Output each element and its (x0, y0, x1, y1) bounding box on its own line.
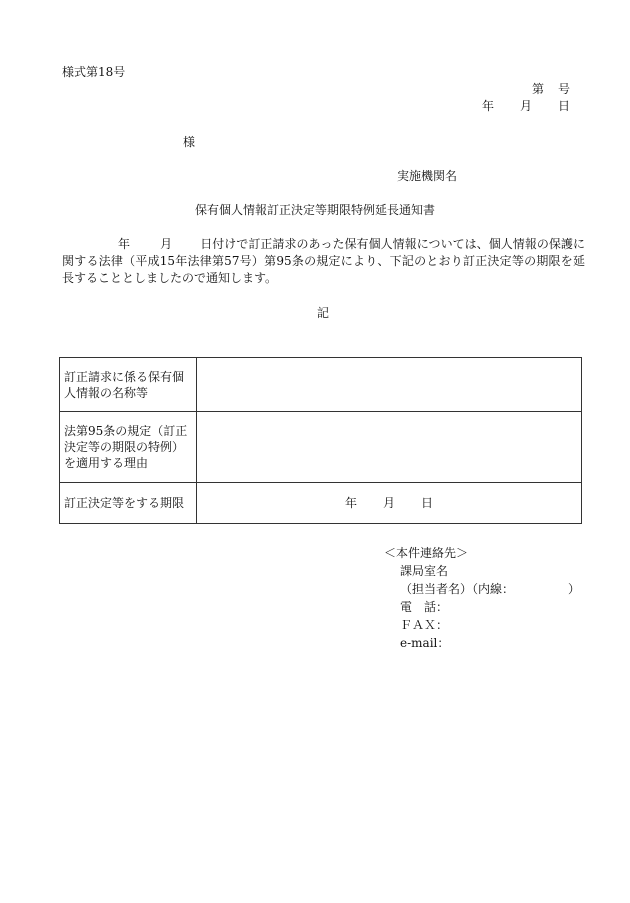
contact-tel: 電 話： (400, 600, 449, 614)
body-text: 日付けで訂正請求のあった保有個人情報については、個人情報の保護に関する法律（平成15年法律第57号）第95条の規定により、下記のとおり訂正決定等の期限を延長することとしましたので通知します。 (62, 237, 585, 285)
contact-block (384, 544, 580, 652)
detail-table (59, 357, 582, 524)
row-value-info-name (197, 358, 582, 412)
table-row (60, 412, 582, 483)
date-day: 日 (557, 99, 570, 113)
contact-fax: ＦＡＸ： (400, 618, 449, 632)
deadline-day: 日 (421, 496, 434, 510)
ki-heading: 記 (316, 306, 329, 320)
body-year: 年 (118, 237, 131, 251)
contact-person-open: （担当者名）（内線： (400, 582, 515, 596)
date-year: 年 (481, 99, 494, 113)
deadline-year: 年 (344, 496, 357, 510)
contact-person-close: ） (568, 582, 581, 596)
document-date (482, 100, 570, 112)
form-number: 様式第18号 (62, 65, 126, 79)
addressee-suffix: 様 (183, 135, 196, 149)
row-value-deadline (197, 483, 582, 524)
document-number (532, 83, 570, 95)
number-prefix: 第 (531, 82, 544, 96)
notice-body (62, 236, 585, 287)
body-month: 月 (160, 237, 173, 251)
row-value-reason (197, 412, 582, 483)
row-label-info-name: 訂正請求に係る保有個人情報の名称等 (60, 358, 197, 412)
contact-person (384, 580, 580, 598)
deadline-month: 月 (382, 496, 395, 510)
row-label-reason: 法第95条の規定（訂正決定等の期限の特例）を適用する理由 (60, 412, 197, 483)
table-row (60, 483, 582, 524)
number-suffix: 号 (557, 82, 570, 96)
document-title: 保有個人情報訂正決定等期限特例延長通知書 (194, 203, 435, 217)
table-row (60, 358, 582, 412)
agency-name-label: 実施機関名 (397, 169, 458, 183)
date-month: 月 (519, 99, 532, 113)
contact-email: e-mail： (400, 636, 450, 650)
row-label-deadline: 訂正決定等をする期限 (60, 483, 197, 524)
contact-heading: ＜本件連絡先＞ (384, 546, 469, 560)
contact-dept: 課局室名 (400, 564, 449, 578)
